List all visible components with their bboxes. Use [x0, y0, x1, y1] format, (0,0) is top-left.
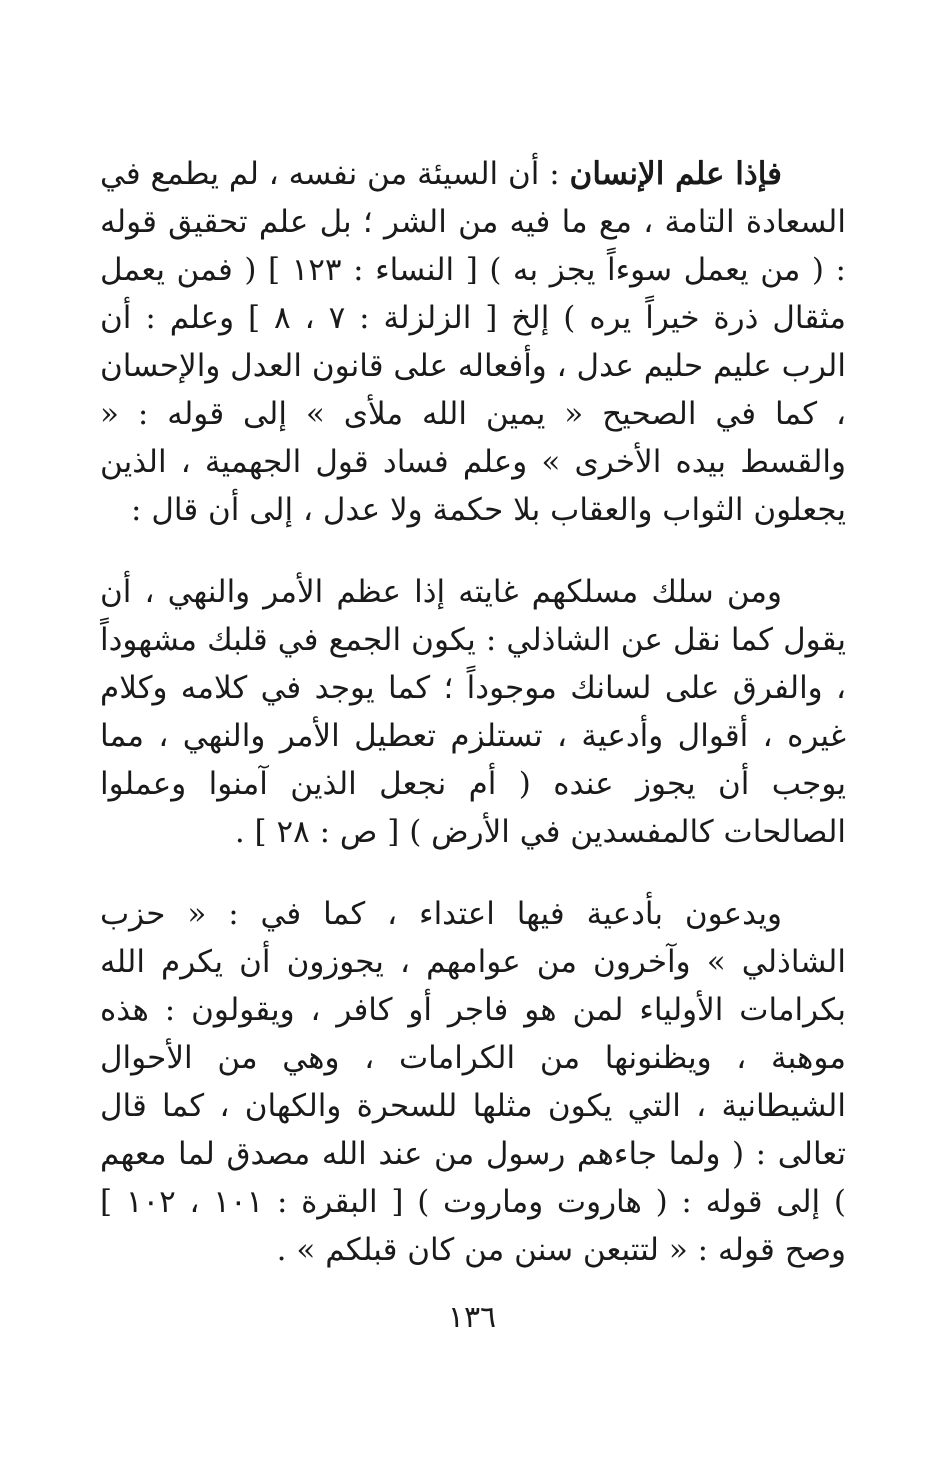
- paragraph-body: ويدعون بأدعية فيها اعتداء ، كما في : « حزب الشاذلي » وآخرون من عوامهم ، يجوزون أن يكرم الله بكرامات الأولياء لمن هو فاجر أو كافر ، ويقولون : هذه موهبة ، ويظنونها من الكرامات ، وهي من الأحوال الشيطانية ، التي يكون مثلها للسحرة والكهان ، كما قال تعالى : ( ولما جاءهم رسول من عند الله مصدق لما معهم ) إلى قوله : ( هاروت وماروت ) [ البقرة : ١٠١ ، ١٠٢ ] وصح قوله : « لتتبعن سنن من كان قبلكم » .: [100, 896, 847, 1268]
- paragraph-lead: فإذا علم الإنسان: [569, 156, 782, 192]
- paragraph-3: [100, 890, 846, 1274]
- page-number: ١٣٦: [447, 1300, 497, 1335]
- paragraph-body: ومن سلك مسلكهم غايته إذا عظم الأمر والنهي ، أن يقول كما نقل عن الشاذلي : يكون الجمع في قلبك مشهوداً ، والفرق على لسانك موجوداً ؛ كما يوجد في كلامه وكلام غيره ، أقوال وأدعية ، تستلزم تعطيل الأمر والنهي ، مما يوجب أن يجوز عنده ( أم نجعل الذين آمنوا وعملوا الصالحات كالمفسدين في الأرض ) [ ص : ٢٨ ] .: [100, 574, 846, 850]
- paragraph-body: : أن السيئة من نفسه ، لم يطمع في السعادة التامة ، مع ما فيه من الشر ؛ بل علم تحقيق قوله : ( من يعمل سوءاً يجز به ) [ النساء : ١٢٣ ] ( فمن يعمل مثقال ذرة خيراً يره ) إلخ [ الزلزلة : ٧ ، ٨ ] وعلم : أن الرب عليم حليم عدل ، وأفعاله على قانون العدل والإحسان ، كما في الصحيح « يمين الله ملأى » إلى قوله : « والقسط بيده الأخرى » وعلم فساد قول الجهمية ، الذين يجعلون الثواب والعقاب بلا حكمة ولا عدل ، إلى أن قال :: [99, 156, 846, 528]
- paragraph-1: [100, 150, 846, 534]
- paragraph-2: [100, 568, 846, 856]
- page-text: [100, 150, 846, 1274]
